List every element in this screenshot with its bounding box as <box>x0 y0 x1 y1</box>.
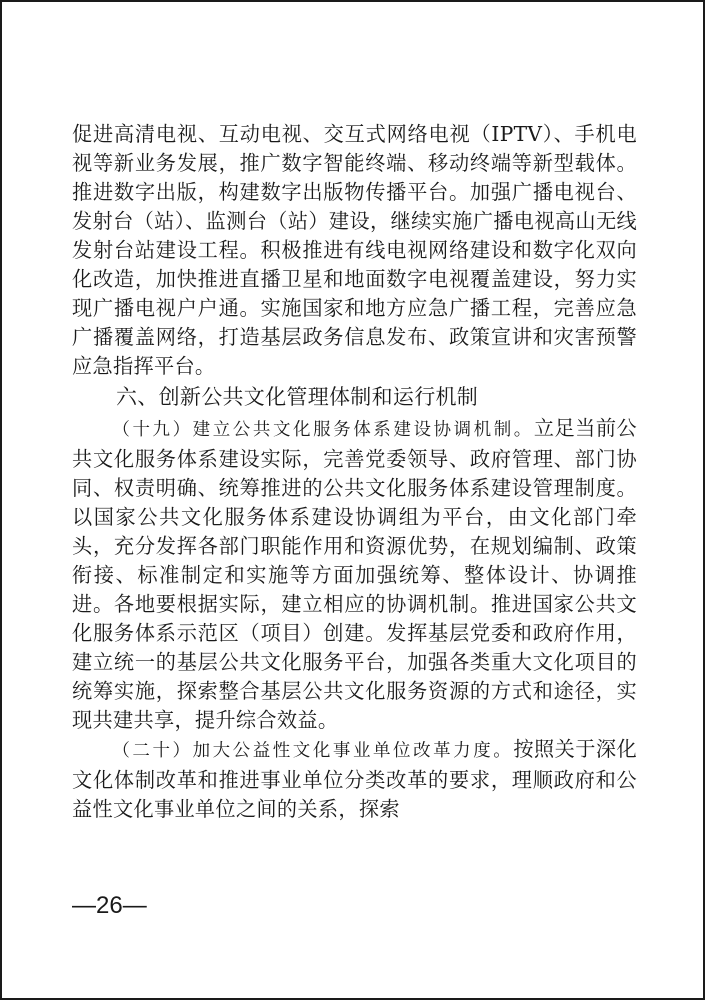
paragraph-lead-20: （二十）加大公益性文化事业单位改革力度。 <box>112 741 514 761</box>
paragraph-broadcast-infrastructure: 促进高清电视、互动电视、交互式网络电视（IPTV）、手机电视等新业务发展，推广数字智能终端、移动终端等新型载体。推进数字出版，构建数字出版物传播平台。加强广播电视台、发射台（站）、监测台（站）建设，继续实施广播电视高山无线发射台站建设工程。积极推进有线电视网络建设和数字化双向化改造，加快推进直播卫星和地面数字电视覆盖建设，努力实现广播电视户户通。实施国家和地方应急广播工程，完善应急广播覆盖网络，打造基层政务信息发布、政策宣讲和灾害预警应急指挥平台。 <box>72 122 637 378</box>
section-heading: 六、创新公共文化管理体制和运行机制 <box>116 385 479 409</box>
paragraph-public-institution-reform <box>72 735 637 824</box>
paragraph-body-20: 按照关于深化文化体制改革和推进事业单位分类改革的要求，理顺政府和公益性文化事业单位之间的关系，探索 <box>72 737 637 821</box>
page-number: —26— <box>72 892 147 919</box>
paragraph-lead-19: （十九）建立公共文化服务体系建设协调机制。 <box>112 420 534 440</box>
paragraph-coordination-mechanism <box>72 414 637 735</box>
page-content <box>72 120 637 824</box>
paragraph-body-19: 立足当前公共文化服务体系建设实际，完善党委领导、政府管理、部门协同、权责明确、统筹推进的公共文化服务体系建设管理制度。以国家公共文化服务体系建设协调组为平台，由文化部门牵头，充分发挥各部门职能作用和资源优势，在规划编制、政策衔接、标准制定和实施等方面加强统筹、整体设计、协调推进。各地要根据实际，建立相应的协调机制。推进国家公共文化服务体系示范区（项目）创建。发挥基层党委和政府作用，建立统一的基层公共文化服务平台，加强各类重大文化项目的统筹实施，探索整合基层公共文化服务资源的方式和途径，实现共建共享，提升综合效益。 <box>72 416 637 732</box>
